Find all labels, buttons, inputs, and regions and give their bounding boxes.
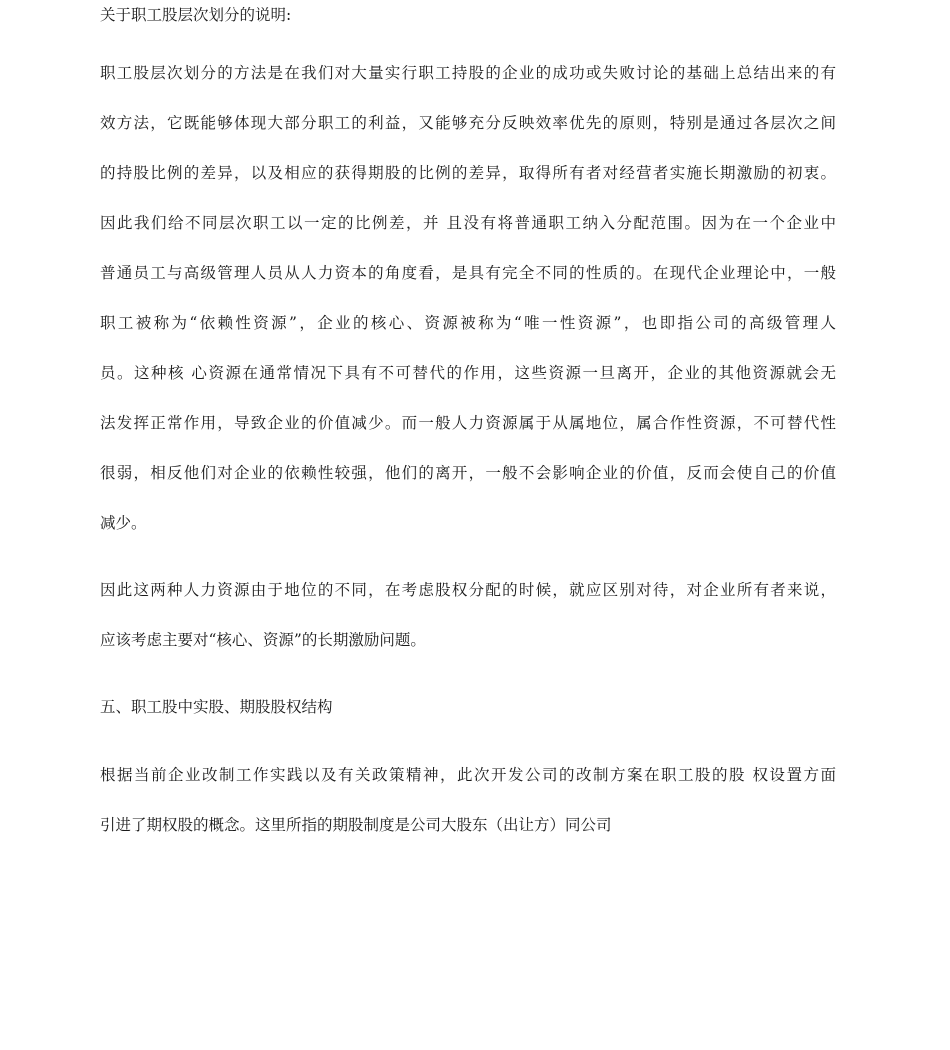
- paragraph-line: 因此我们给不同层次职工以一定的比例差，并 且没有将普通职工纳入分配范围。因为在一个企业中: [100, 214, 836, 232]
- paragraph-line: 职工股层次划分的方法是在我们对大量实行职工持股的企业的成功或失败讨论的基础上总结出来的有: [100, 64, 836, 82]
- paragraph-line: 普通员工与高级管理人员从人力资本的角度看，是具有完全不同的性质的。在现代企业理论中，一般: [100, 264, 836, 282]
- paragraph-line: 根据当前企业改制工作实践以及有关政策精神，此次开发公司的改制方案在职工股的股 权设置方面: [100, 766, 836, 784]
- paragraph-line: 应该考虑主要对“核心、资源”的长期激励问题。: [100, 631, 426, 649]
- document-heading: 关于职工股层次划分的说明:: [100, 6, 292, 24]
- section-heading: 五、职工股中实股、期股股权结构: [100, 698, 333, 716]
- paragraph-line: 的持股比例的差异，以及相应的获得期股的比例的差异，取得所有者对经营者实施长期激励的初衷。: [100, 164, 836, 182]
- paragraph-line: 因此这两种人力资源由于地位的不同，在考虑股权分配的时候，就应区别对待，对企业所有者来说，: [100, 581, 836, 599]
- paragraph-line: 很弱，相反他们对企业的依赖性较强，他们的离开，一般不会影响企业的价值，反而会使自己的价值: [100, 464, 836, 482]
- paragraph-line: 引进了期权股的概念。这里所指的期股制度是公司大股东（出让方）同公司: [100, 816, 612, 834]
- paragraph-line: 法发挥正常作用，导致企业的价值减少。而一般人力资源属于从属地位，属合作性资源，不可替代性: [100, 414, 836, 432]
- paragraph-line: 职工被称为“依赖性资源”，企业的核心、资源被称为“唯一性资源”，也即指公司的高级管理人: [100, 314, 836, 332]
- paragraph-line: 减少。: [100, 514, 147, 532]
- paragraph-line: 效方法，它既能够体现大部分职工的利益，又能够充分反映效率优先的原则，特别是通过各层次之间: [100, 114, 836, 132]
- paragraph-line: 员。这种核 心资源在通常情况下具有不可替代的作用，这些资源一旦离开，企业的其他资源就会无: [100, 364, 836, 382]
